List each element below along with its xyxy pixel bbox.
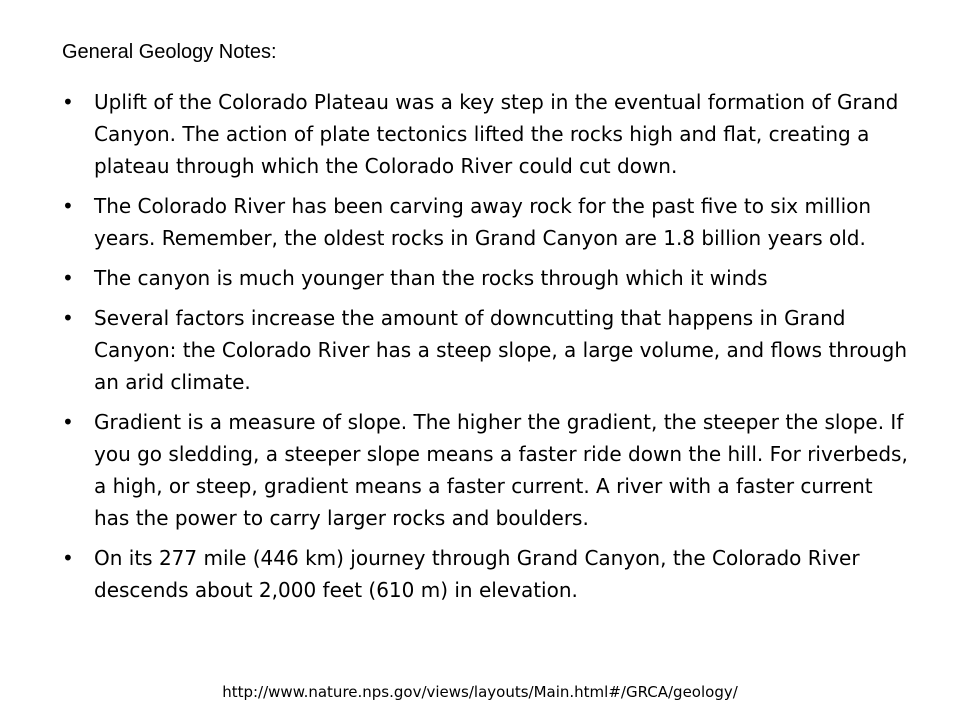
notes-title: General Geology Notes: [62,41,277,63]
bullet-dot: • [62,410,74,434]
bullet-dot: • [62,546,74,570]
bullet-text: The Colorado River has been carving away rock for the past five to six million years. Remember, the oldest rocks in Grand Canyon are 1.8 billion years old. [94,194,872,250]
bullet-dot: • [62,306,74,330]
bullet-item-gradient [60,406,910,534]
bullet-text: The canyon is much younger than the rocks through which it winds [94,266,768,290]
bullet-text: Uplift of the Colorado Plateau was a key step in the eventual formation of Grand Canyon. The action of plate tectonics lifted the rocks high and flat, creating a plateau through which the Colorado River could cut down. [94,90,899,178]
bullet-text: Gradient is a measure of slope. The higher the gradient, the steeper the slope. If you go sledding, a steeper slope means a faster ride down the hill. For riverbeds, a high, or steep, gradient means a faster current. A river with a faster current has the power to carry larger rocks and boulders. [94,410,908,530]
bullet-text: On its 277 mile (446 km) journey through Grand Canyon, the Colorado River descends about 2,000 feet (610 m) in elevation. [94,546,860,602]
bullet-item-carving [60,190,910,254]
bullet-dot: • [62,194,74,218]
bullet-item-journey [60,542,910,606]
bullet-list [60,86,910,614]
bullet-item-younger [60,262,910,294]
bullet-dot: • [62,266,74,290]
bullet-dot: • [62,90,74,114]
bullet-item-uplift [60,86,910,182]
source-url: http://www.nature.nps.gov/views/layouts/Main.html#/GRCA/geology/ [222,683,738,701]
bullet-item-downcutting [60,302,910,398]
bullet-text: Several factors increase the amount of downcutting that happens in Grand Canyon: the Colorado River has a steep slope, a large volume, and flows through an arid climate. [94,306,908,394]
